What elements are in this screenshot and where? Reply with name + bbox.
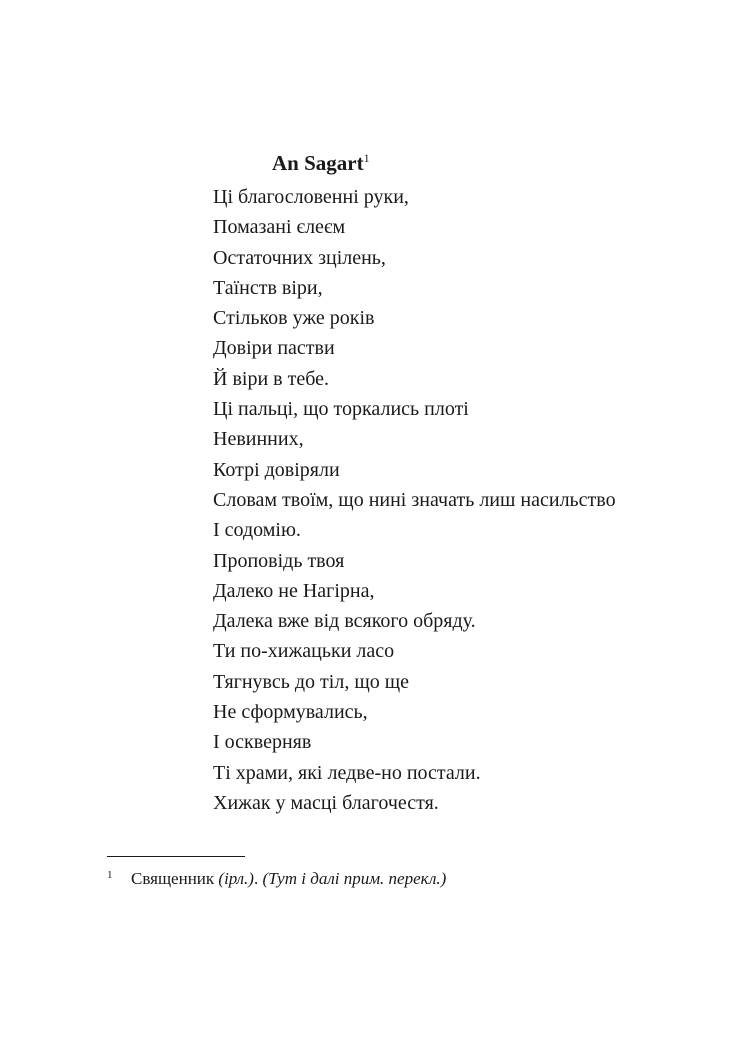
footnote-divider — [107, 856, 245, 857]
footnote — [107, 868, 446, 890]
poem-line: Не сформувались, — [213, 701, 368, 724]
poem-line: Довіри пастви — [213, 337, 335, 360]
poem-line: Невинних, — [213, 428, 304, 451]
poem-line: Остаточних зцілень, — [213, 246, 386, 269]
footnote-mark: 1 — [107, 869, 113, 881]
poem-line: Котрі довіряли — [213, 458, 340, 481]
poem-line: Хижак у масці благочестя. — [213, 791, 439, 814]
footnote-separator: . — [253, 869, 263, 888]
poem-line: Стільков уже років — [213, 307, 375, 330]
poem-line: Ці пальці, що торкались плоті — [213, 398, 469, 421]
poem-line: Далеко не Нагірна, — [213, 579, 375, 602]
poem-line: Помазані єлеєм — [213, 216, 346, 239]
poem-line: І оскверняв — [213, 731, 312, 754]
poem-line: Тягнувсь до тіл, що ще — [213, 670, 410, 693]
footnote-text — [131, 869, 446, 888]
poem-line: Далека вже від всякого обряду. — [213, 610, 476, 633]
footnote-translator-note: (Тут і далі прим. перекл.) — [262, 869, 447, 888]
poem-line: І содомію. — [213, 519, 301, 542]
poem-line: Словам твоїм, що нині значать лиш насильство — [213, 488, 616, 511]
poem-line: Ті храми, які ледве-но постали. — [213, 761, 481, 784]
poem-line: Таїнств віри, — [213, 276, 323, 299]
poem-body — [213, 182, 616, 818]
poem-line: Ти по-хижацьки ласо — [213, 640, 395, 663]
poem-title — [272, 150, 370, 176]
footnote-word: Священник — [131, 869, 215, 888]
poem-line: Ці благословенні руки, — [213, 186, 409, 208]
footnote-lang-note: (ірл.) — [218, 869, 254, 888]
title-footnote-ref: 1 — [363, 151, 370, 165]
poem-title-text: An Sagart — [272, 151, 364, 175]
poem-line: Проповідь твоя — [213, 549, 345, 572]
poem-line: Й віри в тебе. — [213, 367, 329, 390]
